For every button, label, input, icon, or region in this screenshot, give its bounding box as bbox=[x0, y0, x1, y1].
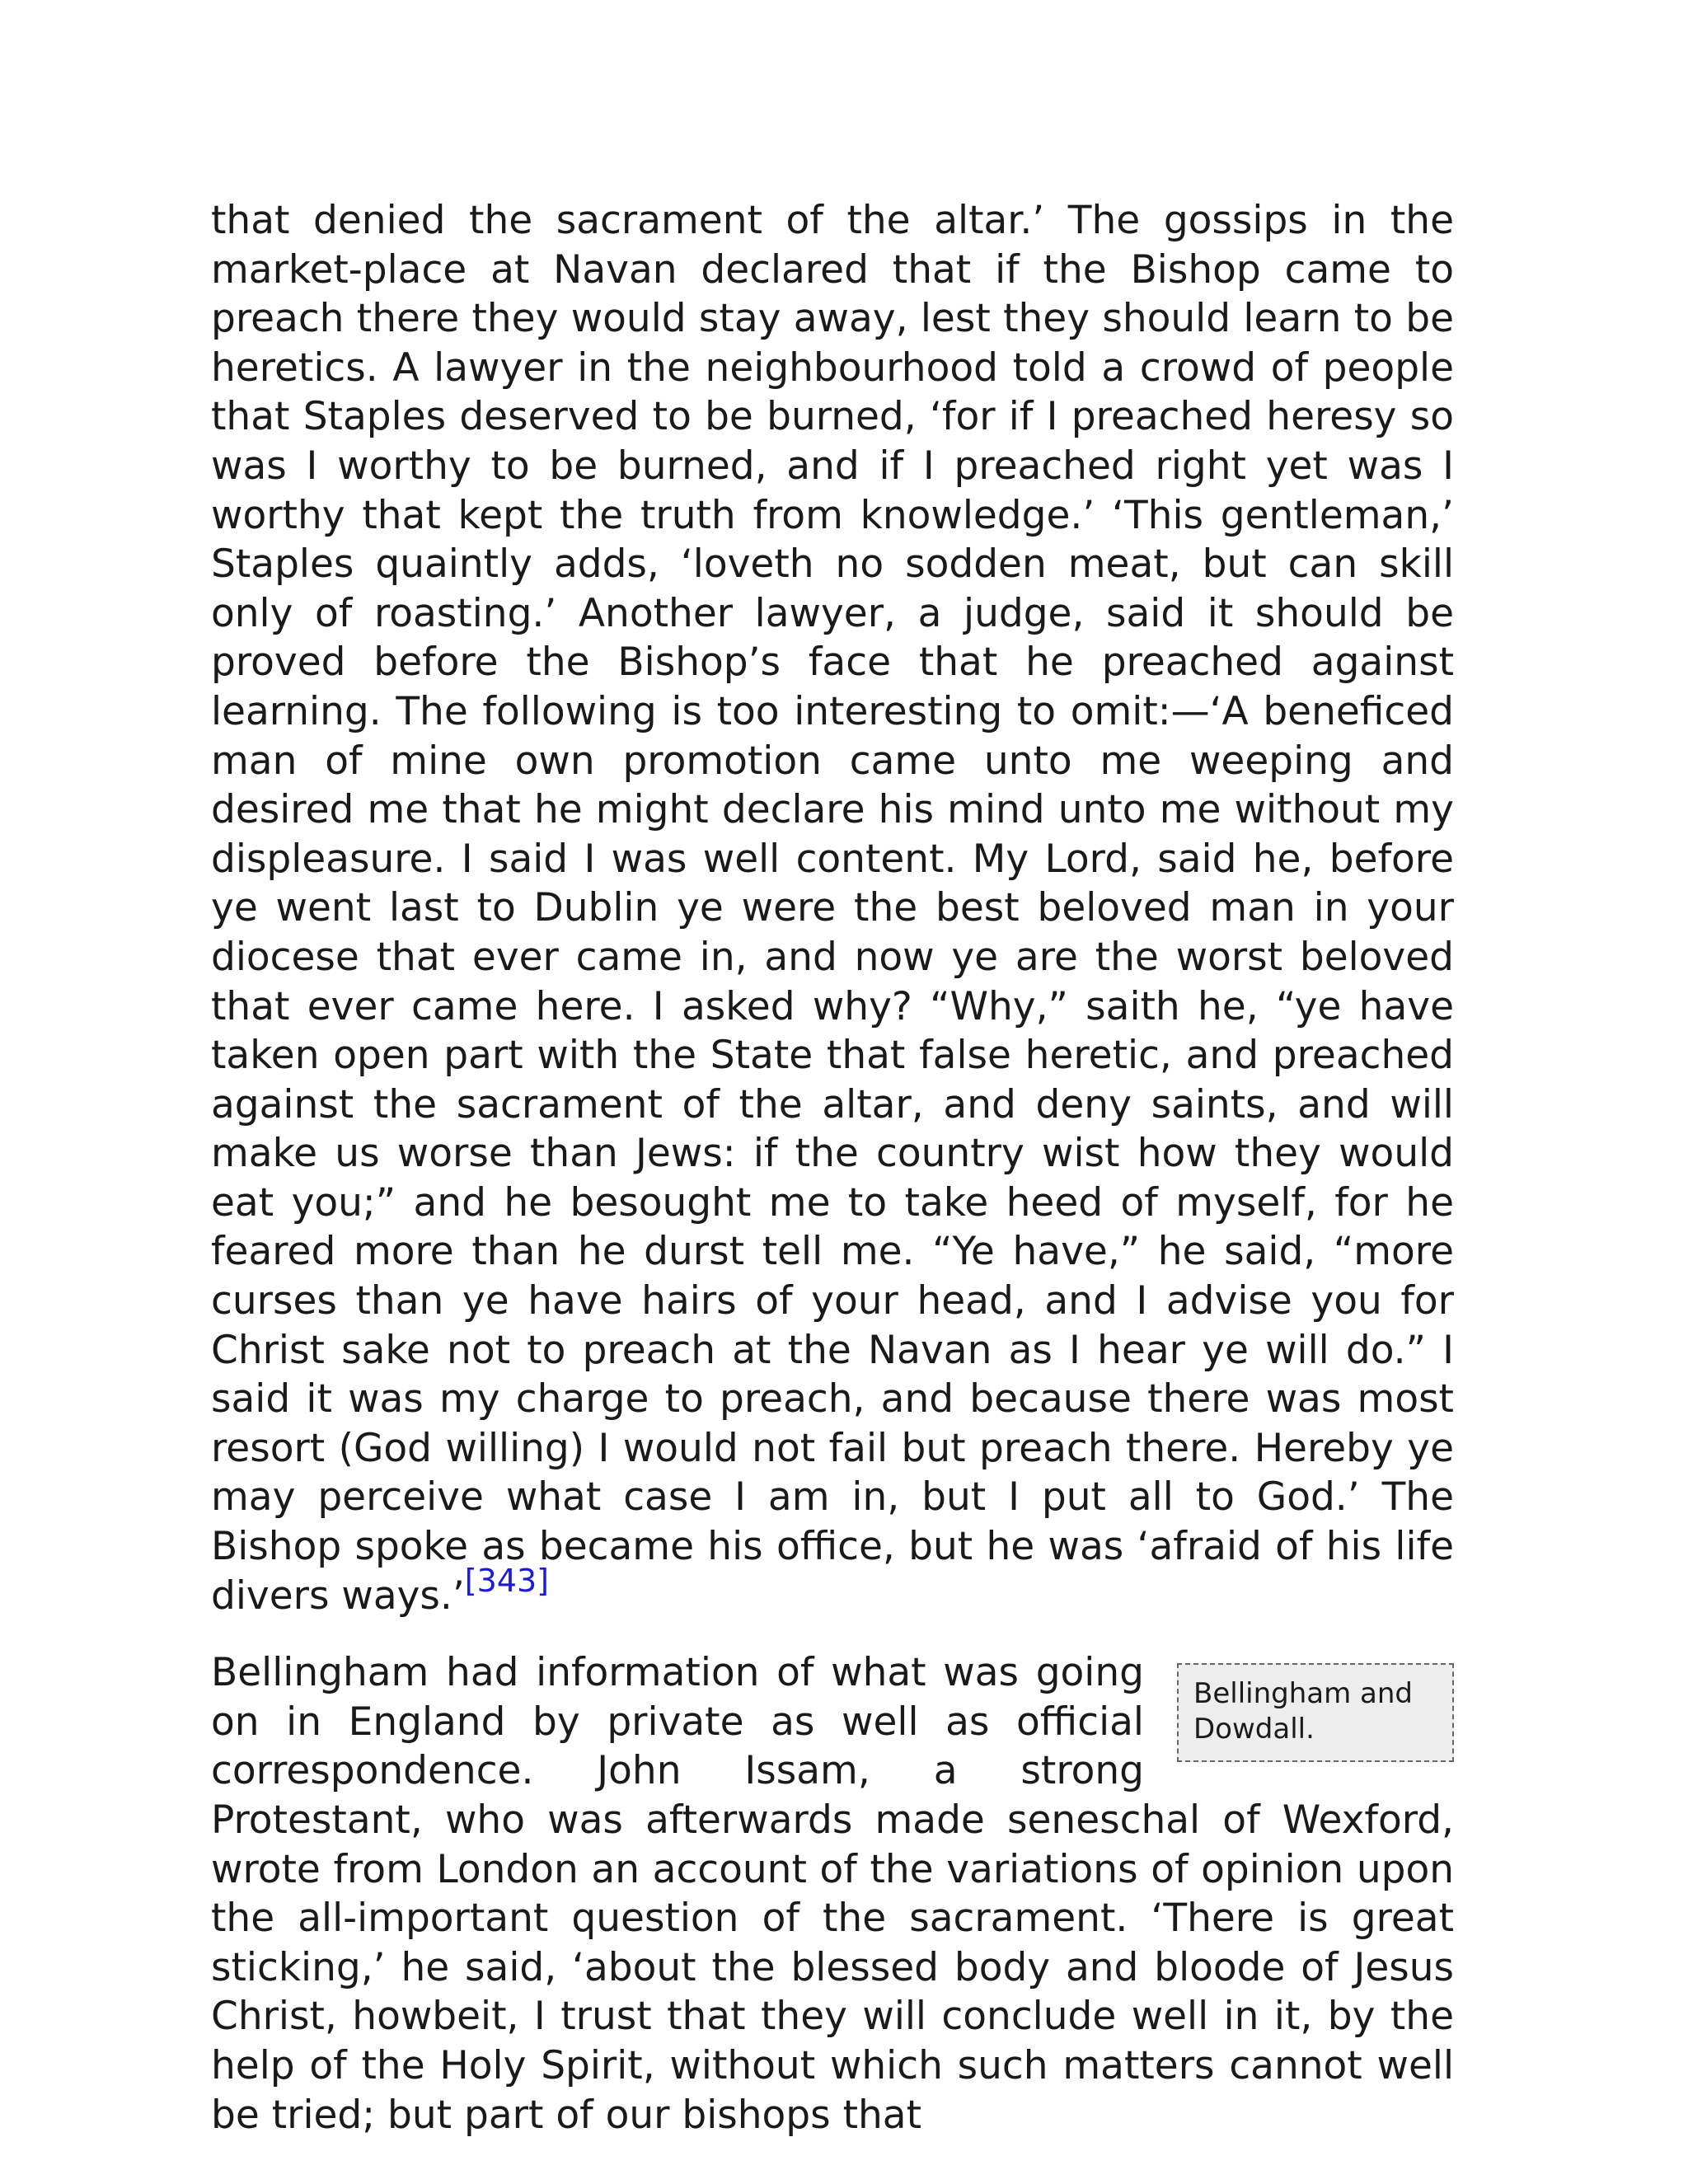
document-page bbox=[211, 196, 1454, 2139]
sidenote-bellingham-and-dowdall: Bellingham and Dowdall. bbox=[1177, 1663, 1454, 1762]
paragraph-text: that denied the sacrament of the altar.’ The gossips in the market-place at Navan declared that if the Bishop came to preach there they would stay away, lest they should learn to be heretics. A lawyer in the neighbourhood told a crowd of people that Staples deserved to be burned, ‘for if I preached heresy so was I worthy to be burned, and if I preached right yet was I worthy that kept the truth from knowledge.’ ‘This gentleman,’ Staples quaintly adds, ‘loveth no sodden meat, but can skill only of roasting.’ Another lawyer, a judge, said it should be proved before the Bishop’s face that he preached against learning. The following is too interesting to omit:—‘A beneficed man of mine own promotion came unto me weeping and desired me that he might declare his mind unto me without my displeasure. I said I was well content. My Lord, said he, before ye went last to Dublin ye were the best beloved man in your diocese that ever came in, and now ye are the worst beloved that ever came here. I asked why? “Why,” saith he, “ye have taken open part with the State that false heretic, and preached against the sacrament of the altar, and deny saints, and will make us worse than Jews: if the country wist how they would eat you;” and he besought me to take heed of myself, for he feared more than he durst tell me. “Ye have,” he said, “more curses than ye have hairs of your head, and I advise you for Christ sake not to preach at the Navan as I hear ye will do.” I said it was my charge to preach, and because there was most resort (God willing) I would not fail but preach there. Hereby ye may perceive what case I am in, but I put all to God.’ The Bishop spoke as became his office, but he was ‘afraid of his life divers ways.’ bbox=[211, 198, 1454, 1619]
paragraph-bellingham bbox=[211, 1648, 1454, 2139]
footnote-link-343[interactable]: [343] bbox=[464, 1562, 549, 1599]
paragraph-text: Bellingham had information of what was going on in England by private as well as official correspondence. John Issam, a strong Protestant, who was afterwards made seneschal of Wexford, wrote from London an account of the variations of opinion upon the all-important question of the sacrament. ‘There is great sticking,’ he said, ‘about the blessed body and bloode of Jesus Christ, howbeit, I trust that they will conclude well in it, by the help of the Holy Spirit, without which such matters cannot well be tried; but part of our bishops that bbox=[211, 1650, 1454, 2138]
paragraph-staples-letter bbox=[211, 196, 1454, 1620]
